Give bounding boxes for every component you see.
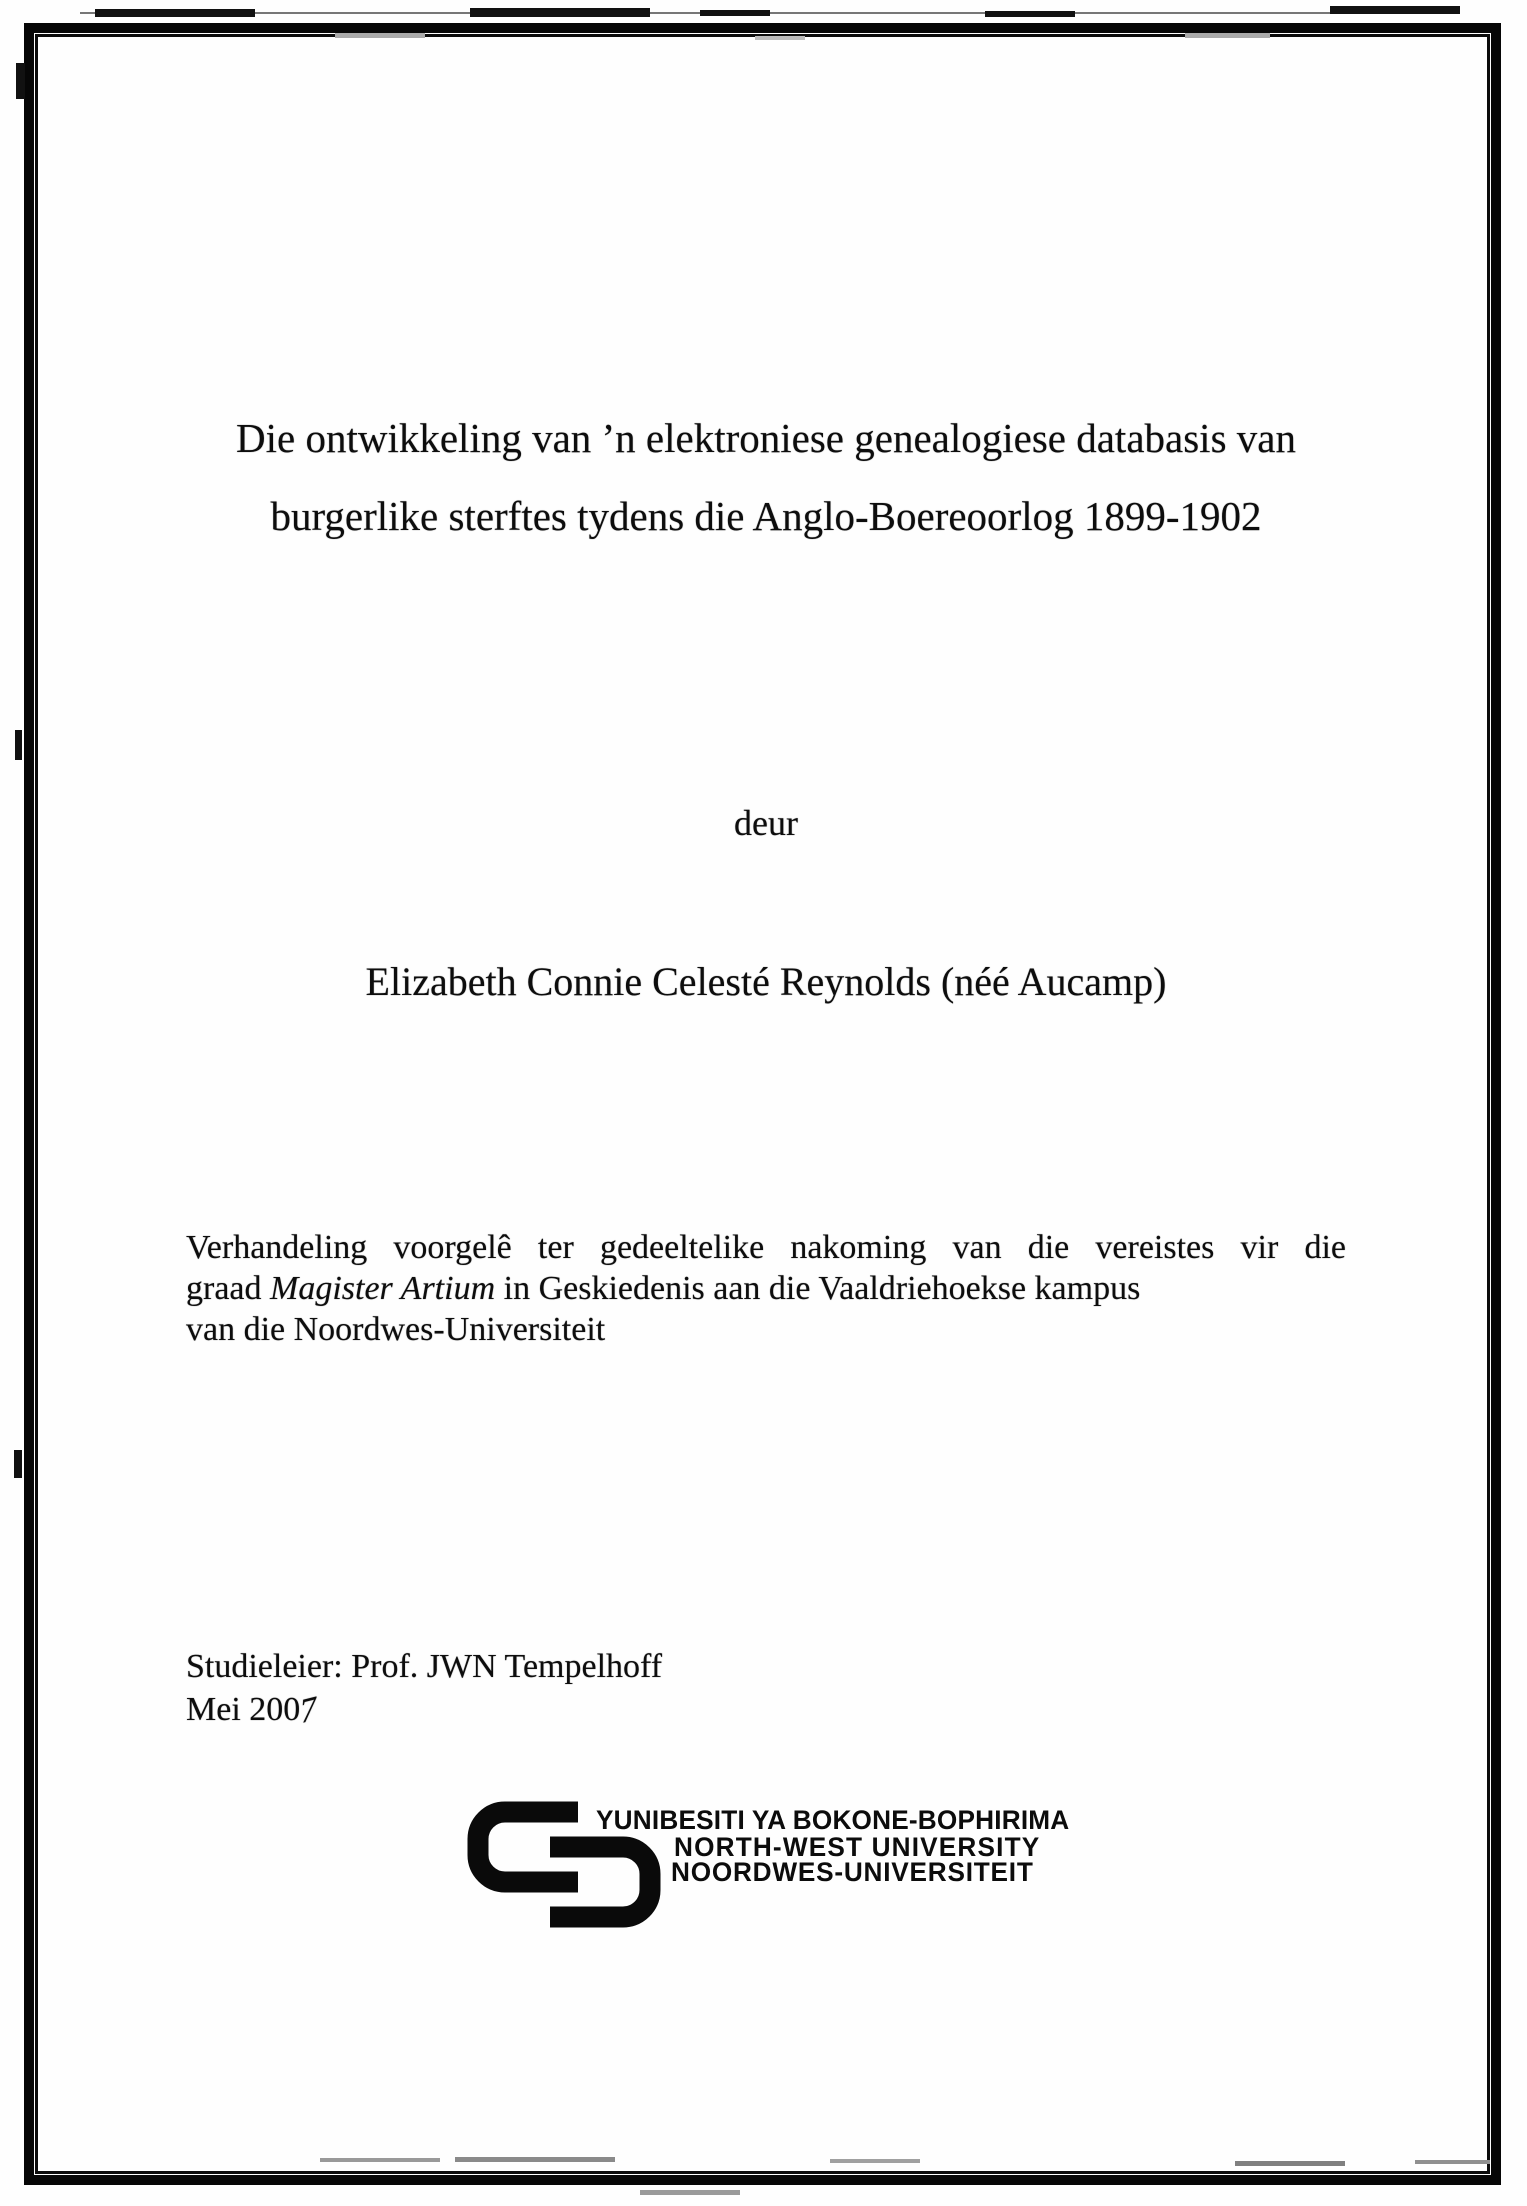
scan-artifact: [15, 730, 22, 760]
scan-artifact: [1330, 6, 1460, 14]
supervisor-line: Studieleier: Prof. JWN Tempelhoff: [186, 1648, 663, 1685]
date-line: [186, 1688, 1086, 1731]
scan-artifact: [320, 2158, 440, 2162]
scan-artifact: [14, 1450, 22, 1478]
scan-artifact: [16, 63, 25, 99]
logo-text-setswana: YUNIBESITI YA BOKONE-BOPHIRIMA: [596, 1805, 1070, 1835]
scan-artifact: [1415, 2160, 1490, 2164]
scan-artifact: [455, 2157, 615, 2162]
scan-artifact: [985, 11, 1075, 17]
degree-statement-line3: van die Noordwes-Universiteit: [186, 1311, 606, 1348]
thesis-title-line2: burgerlike sterftes tydens die Anglo-Boereoorlog 1899-1902: [270, 493, 1262, 539]
thesis-title: [186, 399, 1346, 555]
logo-text-english: NORTH-WEST UNIVERSITY: [674, 1832, 1041, 1862]
degree-statement-line2: [186, 1268, 1346, 1309]
degree-statement: [186, 1227, 1346, 1350]
thesis-title-line1: Die ontwikkeling van ’n elektroniese genealogiese databasis van: [236, 415, 1296, 461]
scan-artifact: [700, 10, 770, 16]
scan-artifact: [1235, 2161, 1345, 2166]
scan-artifact: [640, 2190, 740, 2195]
scan-artifact: [335, 33, 425, 38]
scan-artifact: [830, 2159, 920, 2163]
scan-artifact: [1185, 33, 1270, 38]
scan-artifact: [80, 12, 1460, 14]
author-name: Elizabeth Connie Celesté Reynolds (néé Aucamp): [365, 959, 1167, 1004]
degree-statement-line1: Verhandeling voorgelê ter gedeeltelike nakoming van die vereistes vir die: [186, 1229, 1346, 1266]
scan-artifact: [95, 9, 255, 17]
scan-artifact: [755, 36, 805, 40]
degree-line2-prefix: graad: [186, 1270, 271, 1307]
byline-deur: deur: [734, 803, 798, 843]
supervisor-block: [186, 1645, 1086, 1731]
date-final-digit: 7: [299, 1689, 319, 1733]
logo-text-afrikaans: NOORDWES-UNIVERSITEIT: [671, 1857, 1034, 1887]
degree-line2-suffix: in Geskiedenis aan die Vaaldriehoekse kampus: [495, 1270, 1141, 1307]
scan-artifact: [470, 8, 650, 17]
date-prefix: Mei 200: [186, 1691, 301, 1728]
degree-name-italic: Magister Artium: [270, 1270, 496, 1307]
